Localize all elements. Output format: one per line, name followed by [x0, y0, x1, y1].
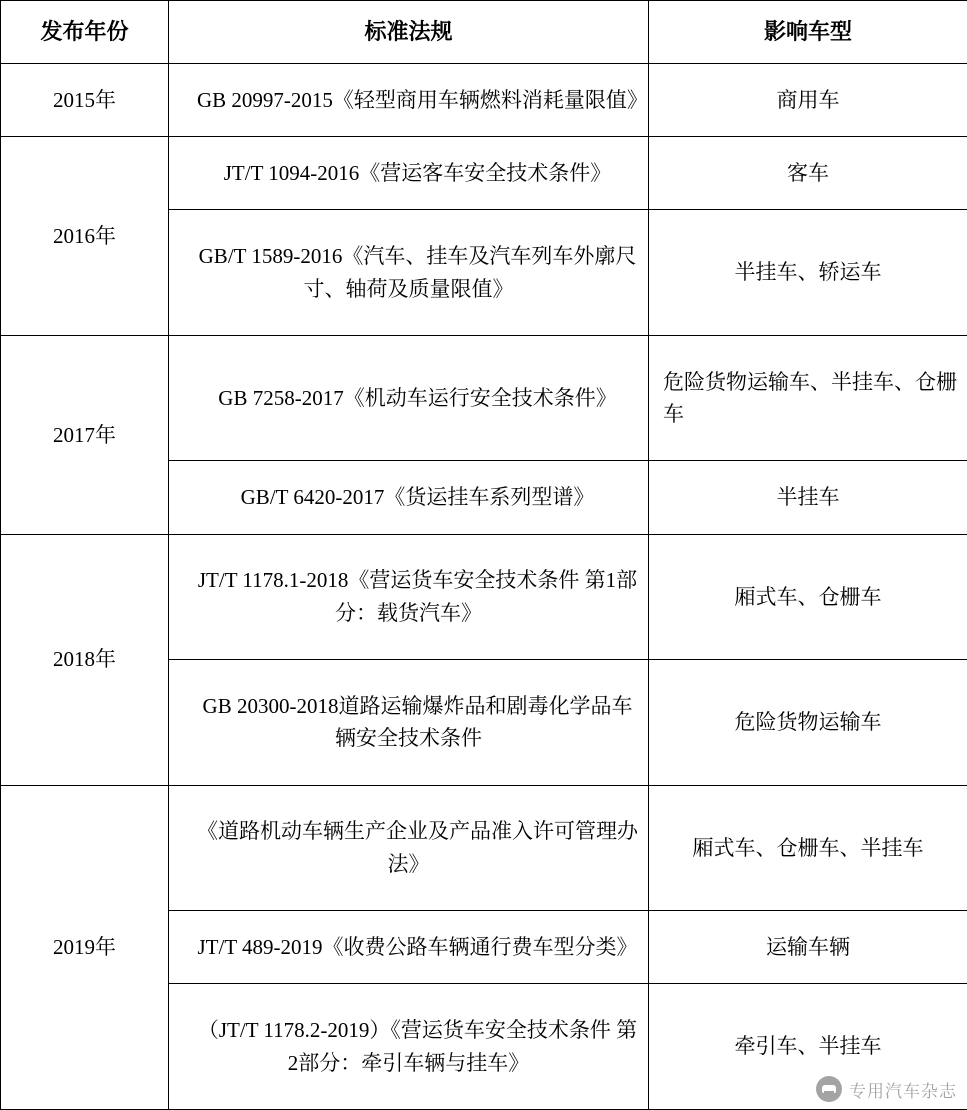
- standard-cell: [169, 660, 649, 786]
- model-cell: 运输车辆: [649, 911, 967, 984]
- standard-text: JT/T 489-2019《收费公路车辆通行费车型分类》: [197, 935, 638, 960]
- column-header-standard: 标准法规: [169, 1, 649, 64]
- model-cell: 半挂车、轿运车: [649, 210, 967, 336]
- table-row: [1, 534, 967, 660]
- table-row: [1, 335, 967, 461]
- year-cell: 2019年: [1, 785, 169, 1109]
- standard-cell: [169, 984, 649, 1110]
- model-cell: 半挂车: [649, 461, 967, 534]
- table-body: [1, 64, 967, 1110]
- standard-text: GB/T 1589-2016《汽车、挂车及汽车列车外廓尺寸、轴荷及质量限值》: [198, 244, 637, 301]
- standard-cell: [169, 534, 649, 660]
- standard-cell: [169, 210, 649, 336]
- standard-text: GB 20300-2018道路运输爆炸品和剧毒化学品车辆安全技术条件: [202, 693, 633, 751]
- standard-text: （JT/T 1178.2-2019）《营运货车安全技术条件 第2部分：牵引车辆与挂车》: [197, 1018, 638, 1075]
- table-row: [1, 64, 967, 137]
- model-cell: 厢式车、仓栅车、半挂车: [649, 785, 967, 911]
- year-cell: 2015年: [1, 64, 169, 137]
- watermark-label: 专用汽车杂志: [849, 1081, 957, 1101]
- standard-text: GB 20997-2015《轻型商用车辆燃料消耗量限值》: [197, 87, 648, 112]
- table-row: [1, 785, 967, 911]
- standard-cell: [169, 461, 649, 534]
- model-cell: 商用车: [649, 64, 967, 137]
- year-cell: 2016年: [1, 137, 169, 336]
- model-cell: 牵引车、半挂车: [649, 984, 967, 1110]
- year-cell: 2018年: [1, 534, 169, 785]
- year-cell: 2017年: [1, 335, 169, 534]
- model-cell: 客车: [649, 137, 967, 210]
- standard-cell: [169, 911, 649, 984]
- standard-text: JT/T 1094-2016《营运客车安全技术条件》: [223, 161, 612, 186]
- standard-cell: [169, 785, 649, 911]
- table-header-row: [1, 1, 967, 64]
- model-cell: 危险货物运输车、半挂车、仓栅车: [649, 335, 967, 461]
- table-header: [1, 1, 967, 64]
- column-header-model: 影响车型: [649, 1, 967, 64]
- standard-text: 《道路机动车辆生产企业及产品准入许可管理办法》: [197, 819, 638, 876]
- standard-cell: [169, 64, 649, 137]
- column-header-year: 发布年份: [1, 1, 169, 64]
- standard-text: JT/T 1178.1-2018《营运货车安全技术条件 第1部分：载货汽车》: [197, 568, 638, 625]
- standard-text: GB 7258-2017《机动车运行安全技术条件》: [218, 385, 617, 410]
- model-cell: 危险货物运输车: [649, 660, 967, 786]
- standard-cell: [169, 335, 649, 461]
- table-row: [1, 137, 967, 210]
- standard-cell: [169, 137, 649, 210]
- standard-text: GB/T 6420-2017《货运挂车系列型谱》: [240, 485, 595, 510]
- model-cell: 厢式车、仓栅车: [649, 534, 967, 660]
